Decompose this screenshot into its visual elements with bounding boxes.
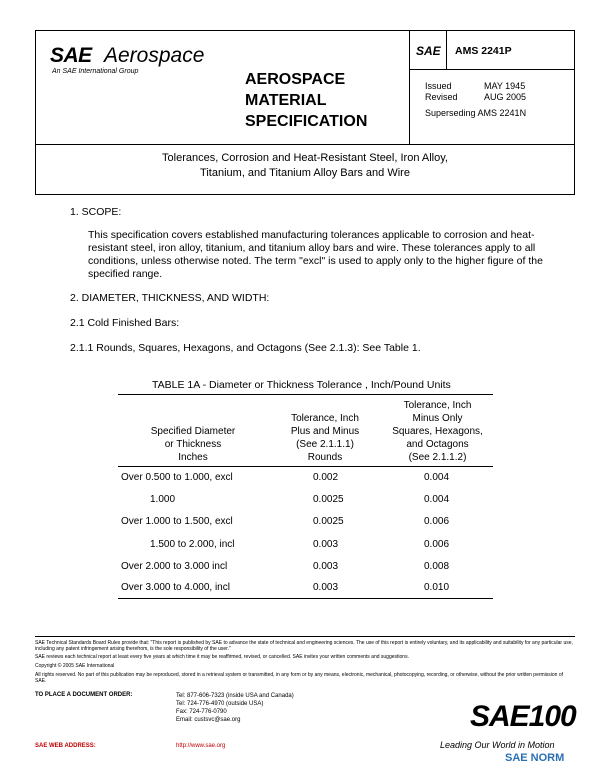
section-2-1-1-heading: 2.1.1 Rounds, Squares, Hexagons, and Octagons (See 2.1.3): See Table 1. <box>70 342 421 354</box>
table-row-5-shapes: 0.008 <box>424 561 450 572</box>
order-tel-1: Tel: 877-606-7323 (inside USA and Canada) <box>176 693 294 699</box>
table-row-2-shapes: 0.004 <box>424 494 450 505</box>
footer-review-text: SAE reviews each technical report at least every five years at which time it may be reaffirmed, revised, or cancelled. SAE invites your written comments and suggestions. <box>35 654 409 660</box>
table-bottom-rule <box>118 598 493 599</box>
table-row-1-rounds: 0.002 <box>313 472 339 483</box>
order-contacts <box>176 692 294 724</box>
title-line-2: MATERIAL <box>245 92 327 109</box>
web-address-label: SAE WEB ADDRESS: <box>35 743 96 749</box>
sae-slogan: Leading Our World in Motion <box>440 740 555 750</box>
issued-label: Issued <box>425 81 452 91</box>
header-divider-vertical <box>409 31 410 144</box>
order-email[interactable]: Email: custsvc@sae.org <box>176 717 241 723</box>
table-header-rounds <box>270 412 380 464</box>
order-label: TO PLACE A DOCUMENT ORDER: <box>35 692 133 698</box>
revised-date: AUG 2005 <box>484 92 527 102</box>
table-row-3-range: Over 1.000 to 1.500, excl <box>121 516 233 527</box>
issued-date: MAY 1945 <box>484 81 526 91</box>
sae-logo-text: SAE <box>50 44 92 67</box>
superseding-note: Superseding AMS 2241N <box>425 108 527 118</box>
header-text: Tolerance, Inch <box>291 413 359 424</box>
header-text: Rounds <box>307 452 343 463</box>
table-row-6-rounds: 0.003 <box>313 582 339 593</box>
section-2-heading: 2. DIAMETER, THICKNESS, AND WIDTH: <box>70 292 270 304</box>
order-fax: Fax: 724-776-0790 <box>176 709 227 715</box>
table-row-3-rounds: 0.0025 <box>313 516 344 527</box>
header-text: Specified Diameter <box>150 426 236 437</box>
subject-line-1: Tolerances, Corrosion and Heat-Resistant Steel, Iron Alloy, <box>162 152 448 164</box>
section-1-body: This specification covers established manufacturing tolerances applicable to corrosion and heat-resistant steel, iron alloy, titanium, and titanium alloy bars and wire. These tolerances apply to all conditions, unless otherwise noted. The term "excl" is used to apply only to the higher figure of the specified range. <box>88 229 543 280</box>
sae-mini-logo: SAE <box>416 44 441 58</box>
section-1-heading: 1. SCOPE: <box>70 206 122 218</box>
subject-line-2: Titanium, and Titanium Alloy Bars and Wire <box>200 167 410 179</box>
revised-label: Revised <box>425 92 458 102</box>
section-2-1-heading: 2.1 Cold Finished Bars: <box>70 317 180 329</box>
header-text: Inches <box>178 452 208 463</box>
subject-box <box>35 145 575 195</box>
footer-rights-text: All rights reserved. No part of this publication may be reproduced, stored in a retrieval system or transmitted, in any form or by any means, electronic, mechanical, photocopying, recording, or otherwise, without the prior written permission of SAE. <box>35 672 564 684</box>
footer-rule <box>35 636 575 637</box>
header-text: Plus and Minus <box>290 426 360 437</box>
web-address-link[interactable]: http://www.sae.org <box>176 743 226 749</box>
footer-copyright: Copyright © 2005 SAE International <box>35 663 115 669</box>
table-row-4-shapes: 0.006 <box>424 539 450 550</box>
table-row-6-shapes: 0.010 <box>424 582 450 593</box>
table-caption: TABLE 1A - Diameter or Thickness Tolerance , Inch/Pound Units <box>152 379 451 391</box>
table-row-4-range: 1.500 to 2.000, incl <box>150 539 235 550</box>
document-type-title <box>245 69 385 132</box>
header-text: Squares, Hexagons, <box>392 426 483 437</box>
header-text: Tolerance, Inch <box>403 400 472 411</box>
table-header-rule <box>118 466 493 467</box>
table-header-shapes <box>380 399 495 464</box>
table-header-diameter <box>133 425 253 464</box>
title-line-3: SPECIFICATION <box>245 113 368 130</box>
header-text: or Thickness <box>164 439 222 450</box>
table-row-5-rounds: 0.003 <box>313 561 339 572</box>
sae-norm-watermark: SAE NORM <box>505 752 565 764</box>
table-row-2-rounds: 0.0025 <box>313 494 344 505</box>
order-tel-2: Tel: 724-776-4970 (outside USA) <box>176 701 264 707</box>
header-divider-mini <box>446 31 447 69</box>
header-text: (See 2.1.1.1) <box>296 439 354 450</box>
aerospace-logo-text: Aerospace <box>104 44 205 67</box>
table-row-5-range: Over 2.000 to 3.000 incl <box>121 561 228 572</box>
header-text: (See 2.1.1.2) <box>408 452 467 463</box>
header-text: Minus Only <box>412 413 463 424</box>
table-row-6-range: Over 3.000 to 4.000, incl <box>121 582 230 593</box>
document-number: AMS 2241P <box>455 45 512 57</box>
footer-rules-text: SAE Technical Standards Board Rules provide that: "This report is published by SAE to advance the state of technical and engineering sciences. The use of this report is entirely voluntary, and its applicability and suitability for any particular use, including any patent infringement arising therefrom, is the sole responsibility of the user." <box>35 640 573 652</box>
header-divider-horizontal <box>409 69 575 70</box>
table-row-4-rounds: 0.003 <box>313 539 339 550</box>
header-text: and Octagons <box>406 439 469 450</box>
table-row-1-shapes: 0.004 <box>424 472 450 483</box>
table-row-3-shapes: 0.006 <box>424 516 450 527</box>
table-row-1-range: Over 0.500 to 1.000, excl <box>121 472 233 483</box>
title-line-1: AEROSPACE <box>245 71 346 88</box>
table-top-rule <box>118 394 493 395</box>
table-row-2-range: 1.000 <box>150 494 176 505</box>
logo-tagline: An SAE International Group <box>52 68 139 75</box>
sae-100-logo: SAE100 <box>470 700 576 733</box>
